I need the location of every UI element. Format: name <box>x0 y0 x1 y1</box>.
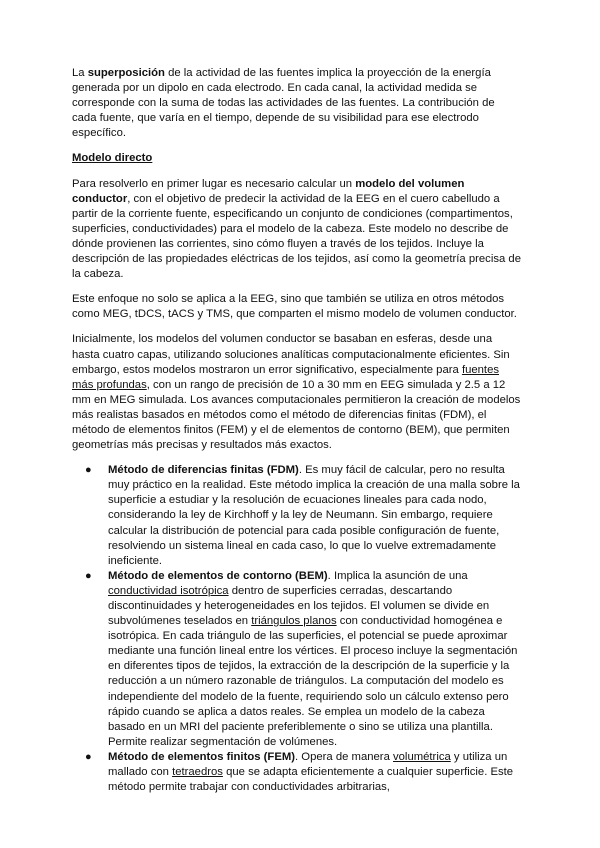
list-item <box>72 463 522 569</box>
text-run: , con el objetivo de predecir la actividad de la EEG en el cuero cabelludo a partir de la corriente fuente, especificando un conjunto de condiciones (compartimentos, superficies, conductividades) para el modelo de la cabeza. Este modelo no describe de dónde provienen las corrientes, sino cómo fluyen a través de los tejidos. Incluye la descripción de las propiedades eléctricas de los tejidos, así como la geometría precisa de la cabeza. <box>72 192 521 281</box>
text-run: de la actividad de las fuentes implica la proyección de la energía generada por un dipolo en cada electrodo. En cada canal, la actividad medida se corresponde con la suma de todas las actividades de las fuentes. La contribución de cada fuente, que varía en el tiempo, depende de su visibilidad para ese electrodo específico. <box>72 67 495 140</box>
text-run: con conductividad homogénea e isotrópica. En cada triángulo de las superficies, el potencial se puede aproximar mediante una función lineal entre los vértices. El proceso incluye la segmentación en diferentes tipos de tejidos, la extracción de la descripción de la superficie y la reducción a un número razonable de triángulos. La computación del modelo es independiente del modelo de la fuente, requiriendo solo un cálculo extenso pero rápido cuando se aplica a datos reales. Se emplea un modelo de la cabeza basado en un MRI del paciente preferiblemente o sino se utiliza una plantilla. Permite realizar segmentación de volúmenes. <box>108 615 518 748</box>
paragraph-modelos-iniciales <box>72 332 522 453</box>
text-run: . Implica la asunción de una <box>327 569 468 582</box>
underlined-term: tetraedros <box>172 766 223 779</box>
text-run: dentro de superficies cerradas, descartando discontinuidades y heterogeneidades en los tejidos. El volumen se divide en subvolúmenes teselados en <box>108 584 490 628</box>
section-heading: Modelo directo <box>72 152 153 165</box>
text-run: y utiliza un mallado con <box>108 750 508 779</box>
document-page <box>72 66 522 795</box>
method-title: Método de diferencias finitas (FDM) <box>108 464 299 477</box>
bullet-icon: ● <box>85 750 92 763</box>
underlined-term: triángulos planos <box>251 615 337 628</box>
text-run: . Es muy fácil de calcular, pero no resulta muy práctico en la realidad. Este método implica la creación de una malla sobre la superficie a estudiar y la resolución de ecuaciones lineales para cada nodo, considerando la ley de Kirchhoff y la ley de Neumann. Sin embargo, requiere calcular la distribución de potencial para cada posible configuración de fuente, resolviendo un sistema lineal en cada caso, lo que lo vuelve extremadamente ineficiente. <box>108 464 520 567</box>
bullet-icon: ● <box>85 569 92 582</box>
method-title: Método de elementos de contorno (BEM) <box>108 569 328 582</box>
paragraph-volumen-conductor <box>72 177 522 283</box>
text-run: , con un rango de precisión de 10 a 30 mm en EEG simulada y 2.5 a 12 mm en MEG simulada. Los avances computacionales permitieron la creación de modelos más realistas basados en métodos como el método de diferencias finitas (FDM), el método de elementos finitos (FEM) y el de elementos de contorno (BEM), que permiten geometrías más precisas y resultados más exactos. <box>72 378 521 452</box>
underlined-term: fuentes más profundas <box>72 363 499 391</box>
methods-list <box>72 463 522 795</box>
method-title: Método de elementos finitos (FEM) <box>108 750 296 763</box>
text-run: Para resolverlo en primer lugar es necesario calcular un <box>72 177 356 190</box>
text-run: . Opera de manera <box>295 750 393 763</box>
paragraph-enfoque: Este enfoque no solo se aplica a la EEG, sino que también se utiliza en otros métodos como MEG, tDCS, tACS y TMS, que comparten el mismo modelo de volumen conductor. <box>72 293 517 321</box>
text-run: que se adapta eficientemente a cualquier superficie. Este método permite trabajar con conductividades arbitrarias, <box>108 766 514 794</box>
underlined-term: conductividad isotrópica <box>108 584 229 597</box>
bold-term: superposición <box>87 67 165 79</box>
bold-term: modelo del volumen conductor <box>72 177 465 205</box>
bullet-icon: ● <box>85 464 92 477</box>
underlined-term: volumétrica <box>393 750 451 763</box>
list-item <box>72 569 522 750</box>
list-item <box>72 750 522 795</box>
text-run: Inicialmente, los modelos del volumen conductor se basaban en esferas, desde una hasta cuatro capas, utilizando soluciones analíticas computacionalmente eficientes. Sin embargo, estos modelos mostraron un error significativo, especialmente para <box>72 333 510 376</box>
text-run: La <box>72 67 88 79</box>
paragraph-superposicion <box>72 66 522 141</box>
